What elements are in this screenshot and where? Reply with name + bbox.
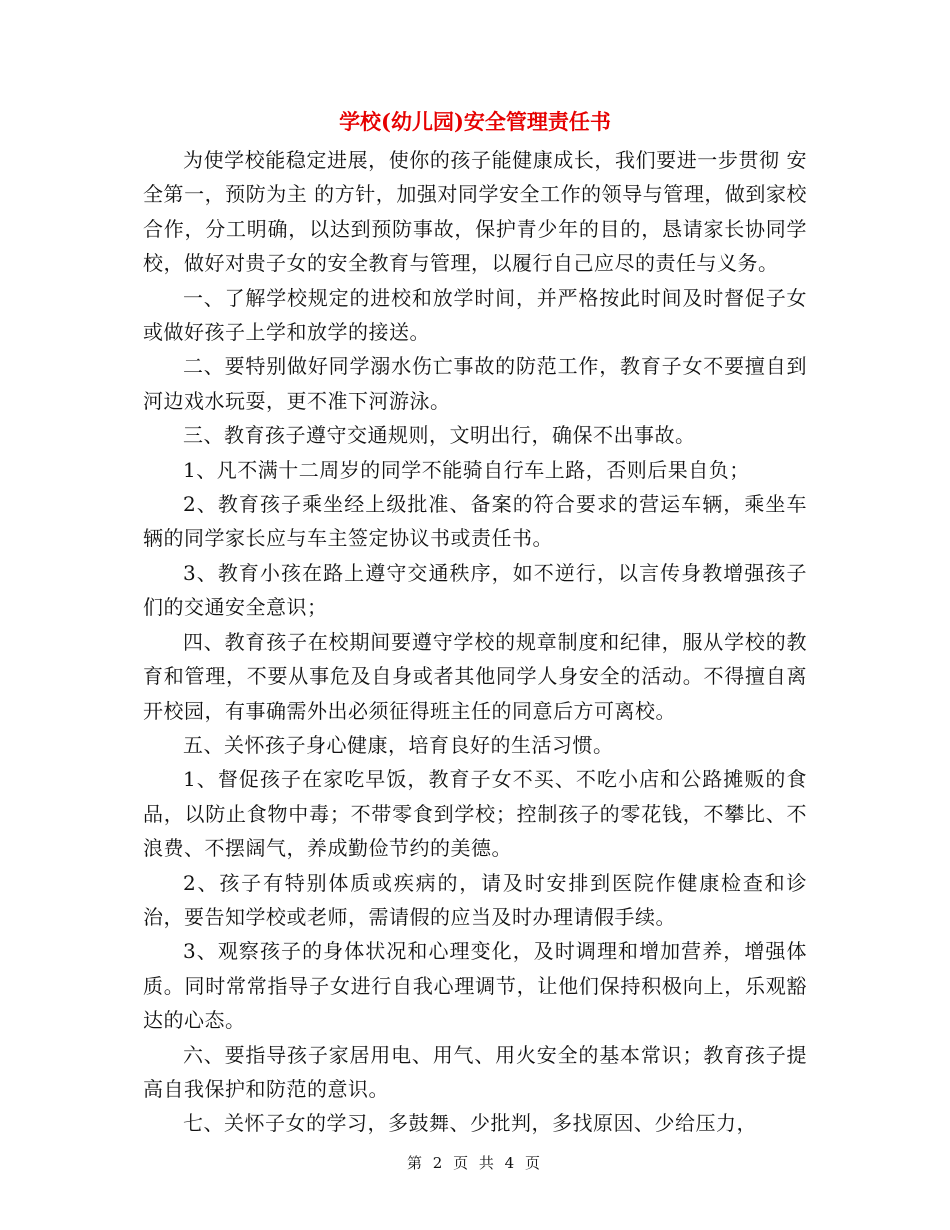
paragraph-item-5-3: 3、观察孩子的身体状况和心理变化，及时调理和增加营养，增强体质。同时常常指导子女进行自我心理调节，让他们保持积极向上，乐观豁达的心态。 xyxy=(143,939,807,1033)
paragraph-item-5-2: 2、孩子有特别体质或疾病的，请及时安排到医院作健康检查和诊治，要告知学校或老师，需请假的应当及时办理请假手续。 xyxy=(143,870,807,929)
paragraph-item-3-3: 3、教育小孩在路上遵守交通秩序，如不逆行，以言传身教增强孩子们的交通安全意识； xyxy=(143,560,807,620)
paragraph-item-4: 四、教育孩子在校期间要遵守学校的规章制度和纪律，服从学校的教育和管理，不要从事危及自身或者其他同学人身安全的活动。不得擅自离开校园，有事确需外出必须征得班主任的同意后方可离校。 xyxy=(143,629,807,723)
document-title: 学校(幼儿园)安全管理责任书 xyxy=(339,109,611,134)
paragraph-item-7: 七、关怀子女的学习，多鼓舞、少批判，多找原因、少给压力， xyxy=(183,1111,757,1136)
paragraph-item-3-1: 1、凡不满十二周岁的同学不能骑自行车上路，否则后果自负； xyxy=(183,457,750,482)
page-footer: 第 2 页 共 4 页 xyxy=(407,1154,543,1172)
paragraph-item-5: 五、关怀孩子身心健康，培育良好的生活习惯。 xyxy=(183,732,614,757)
paragraph-item-3: 三、教育孩子遵守交通规则，文明出行，确保不出事故。 xyxy=(183,423,696,448)
paragraph-item-6: 六、要指导孩子家居用电、用气、用火安全的基本常识；教育孩子提高自我保护和防范的意识。 xyxy=(143,1042,807,1101)
paragraph-item-3-2: 2、教育孩子乘坐经上级批准、备案的符合要求的营运车辆，乘坐车辆的同学家长应与车主签定协议书或责任书。 xyxy=(143,492,807,551)
document-body xyxy=(143,143,807,1141)
paragraph-item-2: 二、要特别做好同学溺水伤亡事故的防范工作，教育子女不要擅自到河边戏水玩耍，更不准下河游泳。 xyxy=(143,354,807,413)
paragraph-intro: 为使学校能稳定进展，使你的孩子能健康成长，我们要进一步贯彻 安全第一，预防为主 的方针，加强对同学安全工作的领导与管理，做到家校合作，分工明确，以达到预防事故，保护青少年的目的，恳请家长协同学校，做好对贵子女的安全教育与管理，以履行自己应尽的责任与义务。 xyxy=(143,148,807,276)
paragraph-item-1: 一、了解学校规定的进校和放学时间，并严格按此时间及时督促子女或做好孩子上学和放学的接送。 xyxy=(143,285,807,345)
paragraph-item-5-1: 1、督促孩子在家吃早饭，教育子女不买、不吃小店和公路摊贩的食品，以防止食物中毒；不带零食到学校；控制孩子的零花钱，不攀比、不浪费、不摆阔气，养成勤俭节约的美德。 xyxy=(143,767,807,861)
